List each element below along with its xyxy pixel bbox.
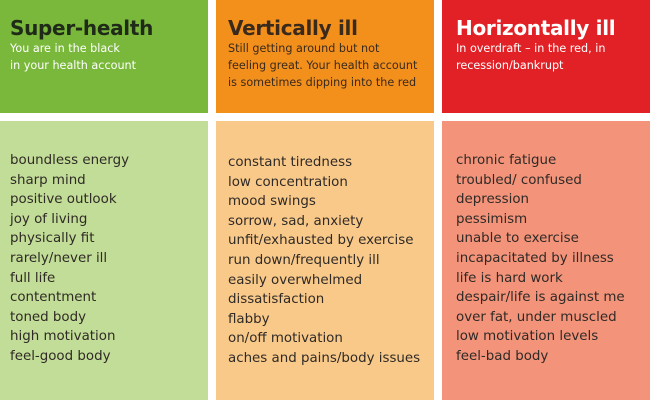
list-item: unfit/exhausted by exercise: [228, 233, 414, 249]
list-item: contentment: [10, 290, 97, 306]
list-item: dissatisfaction: [228, 292, 325, 308]
super-health-list-panel: [0, 121, 208, 400]
vertically-ill-list-panel: [216, 121, 434, 400]
list-item: rarely/never ill: [10, 250, 108, 266]
list-item: life is hard work: [456, 270, 563, 286]
subtitle-line: in your health account: [10, 59, 137, 72]
list-item: despair/life is against me: [456, 290, 625, 306]
list-item: pessimism: [456, 211, 528, 227]
subtitle-line: Still getting around but not: [228, 42, 380, 55]
vertically-ill-header: [216, 0, 434, 113]
list-item: high motivation: [10, 329, 116, 345]
list-item: toned body: [10, 309, 87, 325]
vertically-ill-subtitle: [228, 40, 417, 91]
list-item: boundless energy: [10, 153, 129, 168]
subtitle-line: feeling great. Your health account: [228, 59, 418, 72]
list-item: sorrow, sad, anxiety: [228, 213, 364, 229]
list-item: constant tiredness: [228, 155, 353, 170]
subtitle-line: is sometimes dipping into the red: [228, 76, 417, 89]
vertically-ill-title: Vertically ill: [228, 16, 358, 40]
list-item: troubled/ confused: [456, 172, 582, 188]
list-item: incapacitated by illness: [456, 250, 614, 266]
horizontally-ill-list-panel: [442, 121, 650, 400]
horizontally-ill-header: [442, 0, 650, 113]
list-item: positive outlook: [10, 192, 117, 208]
super-health-subtitle: [10, 40, 136, 74]
list-item: mood swings: [228, 194, 316, 210]
list-item: physically fit: [10, 231, 95, 247]
list-item: feel-good body: [10, 348, 111, 364]
list-item: chronic fatigue: [456, 153, 557, 168]
list-item: depression: [456, 192, 530, 208]
subtitle-line: In overdraft – in the red, in: [456, 42, 606, 55]
horizontally-ill-list: [456, 151, 625, 367]
horizontally-ill-title: Horizontally ill: [456, 16, 616, 40]
super-health-header: [0, 0, 208, 113]
list-item: over fat, under muscled: [456, 309, 617, 325]
vertically-ill-list: [228, 153, 420, 369]
list-item: run down/frequently ill: [228, 252, 380, 268]
list-item: joy of living: [10, 211, 88, 227]
list-item: low motivation levels: [456, 329, 599, 345]
horizontally-ill-subtitle: [456, 40, 605, 74]
list-item: flabby: [228, 311, 270, 327]
list-item: aches and pains/body issues: [228, 350, 421, 366]
list-item: on/off motivation: [228, 331, 343, 347]
list-item: sharp mind: [10, 172, 86, 188]
super-health-title: Super-health: [10, 16, 154, 40]
subtitle-line: You are in the black: [10, 42, 120, 55]
list-item: full life: [10, 270, 56, 286]
subtitle-line: recession/bankrupt: [456, 59, 564, 72]
list-item: feel-bad body: [456, 348, 549, 364]
list-item: unable to exercise: [456, 231, 579, 247]
list-item: low concentration: [228, 174, 348, 190]
super-health-list: [10, 151, 129, 367]
list-item: easily overwhelmed: [228, 272, 363, 288]
